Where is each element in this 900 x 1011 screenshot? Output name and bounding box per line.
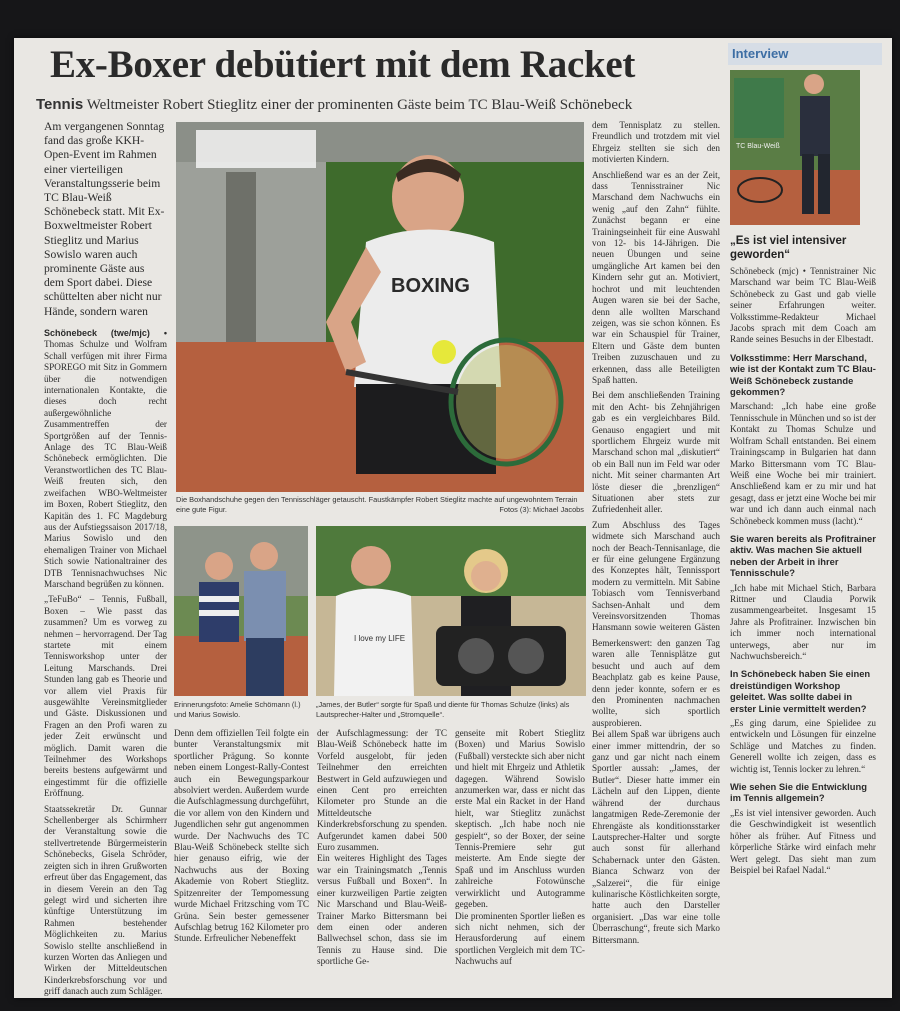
main-photo-illustration <box>176 122 584 492</box>
col3-paragraph-3: Bei dem anschließenden Training mit den Acht- bis Zehnjährigen gab es ein vergleichbares Bild. Genauso engagiert und mit sportlichem Ehrgeiz wurde mit Marschand schon mal „diskutiert“ ob ein Ball nun im Feld war oder nicht. Mit seiner charmanten Art löste dieser die „brenzligen“ Situationen aber stets zur Zufriedenheit aller. <box>592 390 720 515</box>
photo-james-butler <box>316 526 586 696</box>
photo-butler-illustration <box>316 526 586 696</box>
subheadline-kicker: Tennis <box>36 96 84 113</box>
interview-answer-4: „Es ist viel intensiver geworden. Auch die Geschwindigkeit ist wesentlich höher als früher. Auf Fitness und körperliche Stärke wird einfach mehr Wert gelegt. Das sieht man zum Beispiel bei Rafael Nadal.“ <box>730 807 876 875</box>
article-column-b2: Denn dem offiziellen Teil folgte ein bunter Veranstaltungsmix mit sportlicher Prägung. So konnte neben einem Longest-Rally-Contest auch ein Bewegungsparkour absolviert werden. Außerdem wurde die Aufschlagmessung durchgeführt, die vor allem von den Kindern und Jugendlichen sehr gut angenommen wurde. Der Nachwuchs des TC Blau-Weiß Schönebeck stellte sich hier genauso eifrig, wie der Nachwuchs aus der Boxing Akademie von Robert Stieglitz. Spitzenreiter der Tempomessung wurde Michael Fritzsching vom TC Grüna. Sein bester gemessener Aufschlag betrug 162 Kilometer pro Stunde. Erfreulicher Nebeneffekt <box>174 728 309 944</box>
photo-butler-shirt-print: I love my LIFE <box>354 634 406 643</box>
col1-paragraph-2: „TeFuBo“ – Tennis, Fußball, Boxen – Wie passt das zusammen? Um es vorweg zu nehmen – hervorragend. Der Tag startete mit einem Tennisworkshop unter der Leitung Marschands. Drei Stunden lang gab es Theorie und vor allem viel Praxis für ausgewählte Vereinsmitglieder und Gäste. Diskussionen und Fragen an den Profi waren zu jeder Zeit erwünscht und möglich. Damit waren die Teilnehmer des Workshops bereits bestens aufgewärmt und eingestimmt für die offizielle Eröffnung. <box>44 594 167 799</box>
subheadline <box>36 96 632 114</box>
article-column-1 <box>44 328 167 996</box>
newspaper-clipping <box>14 38 892 998</box>
col1-paragraph-1: Thomas Schulze und Wolfram Schall verfügen mit ihrer Firma SPOREGO mit Sitz in Gommern über die notwendigen internationalen Kontakte, die dieses doch recht außergewöhnliche Zusammentreffen der Sportgrößen auf der Tennis-Anlage des TC Blau-Weiß Schönebeck ermöglichten. Die Veranstwortlichen des TC Blau-Weiß freuten sich, den zweifachen WBO-Weltmeister im Boxen, Robert Stieglitz, den Kapitän des 1. FC Magdeburg aus der Aufstiegssaison 2017/18, Marius Sowislo und den ehemaligen Trainer von Michael Stich sowie Nationaltrainer des DTB Tennisnachwuchses Nic Marschand begrüßen zu können. <box>44 339 167 589</box>
photo-sowislo-schoemann <box>174 526 308 696</box>
main-photo-shirt-print: BOXING <box>391 275 470 297</box>
main-photo-caption <box>176 495 584 514</box>
interview-intro: Schönebeck (mjc) • Tennistrainer Nic Marschand war beim TC Blau-Weiß Schönebeck zu Gast und gab vielle seiner Erfahrungen weiter. Volksstimme-Redakteur Michael Jacobs sprach mit dem Coach am Rande seines Besuchs in der Elbestadt. <box>730 266 876 345</box>
lead-text: Am vergangenen Sonntag fand das große KKH-Open-Event im Rahmen einer vierteiligen Veranstaltungsserie beim TC Blau-Weiß Schönebeck statt. Mit Ex-Boxweltmeister Robert Stieglitz und Marius Sowislo waren auch prominente Gäste aus dem Sport dabei. Diese schüttelten aber nicht nur Hände, sondern waren <box>44 120 165 318</box>
article-column-b3: der Aufschlagmessung: der TC Blau-Weiß Schönebeck hatte im Vorfeld ausgelobt, für jeden Teilnehmer den erreichten Bestwert in Geld aufzuwiegen und einen Cent pro erreichten Kilometer pro Stunde an die Mitteldeutsche Kinderkrebsforschung zu spenden. Aufgerundet kamen dabei 500 Euro zusammen. Ein weiteres Highlight des Tages war ein Trainingsmatch „Tennis versus Fußball und Boxen“. In einer kurzweiligen Partie zeigten Nic Marschand und Blau-Weiß-Trainer Marko Bittersmann bei dem einen oder anderen Ballwechsel schon, dass sie im Tennis zu Hause sind. Die sportliche Ge- <box>317 728 447 967</box>
interview-column <box>730 266 876 996</box>
article-column-3-top <box>592 120 720 632</box>
photo-sowislo-caption: Erinnerungsfoto: Amelie Schömann (l.) und Marius Sowislo. <box>174 700 301 719</box>
photo-butler-caption: „James, der Butler“ sorgte für Spaß und diente für Thomas Schulze (links) als Lautsprecher-Halter und „Stromquelle“. <box>316 700 570 719</box>
interview-headline: „Es ist viel intensiver geworden“ <box>730 235 847 261</box>
col1-paragraph-3: Staatssekretär Dr. Gunnar Schellenberger als Schirmherr der Veranstaltung sowie die stellvertretende Bürgermeisterin Schönebecks, Gisela Schröder, zeigten sich in ihren Grußworten erfreut über das Engagement, das in diesem Verein an den Tag gelegt wird und sicherten ihre künftige Unterstützung im Rahmen bestehender Möglichkeiten zu. Marius Sowislo stellte anschließend in kurzen Worten das Anliegen und Wirken der Mitteldeutschen Kinderkrebsforschung vor und griff danach auch zum Schläger. <box>44 803 167 996</box>
interview-question-3: In Schönebeck haben Sie einen dreistündigen Workshop geleitet. Was sollte dabei in erster Linie vermittelt werden? <box>730 668 871 714</box>
article-column-3-bottom: Bemerkenswert: den ganzen Tag waren alle Tennisplätze gut besucht und auch auf dem Beachplatz gab es keine Pause, denn jeder konnte, sofern er es den Prominenten nachmachen wollte, sich sportlich ausprobieren. Bei allem Spaß war übrigens auch einer immer mittendrin, der so ganz und gar nicht nach einem Sportler aussah: „James, der Butler“. Dieser hatte immer ein Lächeln auf den Lippen, diente während der durchaus langatmigen Rede-Zeremonie der Ehrengäste als konditionsstarker Lautsprecher-Halter und sorgte auch sonst für allerhand Schabernack unter den Gästen. Bianca Schwarz von der „Salzerei“, die für einige kulinarische Köstlichkeiten sorgte, hatte auch den Darsteller organisiert. „Das war eine tolle Überraschung“, freute sich Marko Bittersmann. <box>592 638 720 945</box>
photo-credit: Fotos (3): Michael Jacobs <box>499 504 584 514</box>
main-photo-caption-text: Die Boxhandschuhe gegen den Tennisschläger getauscht. Faustkämpfer Robert Stieglitz machte auf ungewohntem Terrain eine gute Figur. <box>176 495 578 514</box>
interview-question-2: Sie waren bereits als Profitrainer aktiv. Was machen Sie aktuell neben der Arbeit in ihrer Tennisschule? <box>730 532 876 579</box>
main-photo-tennis-player <box>176 122 584 492</box>
col3-paragraph-4: Zum Abschluss des Tages widmete sich Marschand auch noch der Beach-Tennisanlage, die er für eine gelungene Ergänzung des Konzeptes hält, Tennissport modern zu vermitteln. Mit Sabine Tobiasch vom Tennisverband Sachsen-Anhalt und dem Vereinsvorsitzenden Thomas Hansmann sowie weiteren Gästen <box>592 519 720 632</box>
interview-answer-2: „Ich habe mit Michael Stich, Barbara Rittner und Claudia Porwik zusammengearbeitet. Insgesamt 15 Jahre als Profitrainer. Inzwischen bin ich immer noch international unterwegs, aber nur im Nachwuchsbereich.“ <box>730 582 876 661</box>
headline: Ex-Boxer debütiert mit dem Racket <box>50 43 636 86</box>
lead-column <box>44 120 167 320</box>
col3-paragraph-1: dem Tennisplatz zu stellen. Freundlich und trotzdem mit viel Ehrgeiz stellten sie sich den motivierten Kindern. <box>592 120 720 165</box>
photo-nic-marschand <box>730 70 860 225</box>
photo-marschand-sign: TC Blau-Weiß <box>736 143 780 150</box>
subheadline-text: Weltmeister Robert Stieglitz einer der prominenten Gäste beim TC Blau-Weiß Schönebeck <box>86 97 633 113</box>
col3-paragraph-2: Anschließend war es an der Zeit, dass Tennisstrainer Nic Marschand dem Nachwuchs ein wenig „auf den Zahn“ fühlte. Zunächst begann er eine Trainingseinheit für eine Auswahl von 12- bis 14-Jährigen. Die neuen Übungen und seine umgängliche Art kamen bei den Kindern sehr gut an. Motiviert, hochrot und mit leuchtenden Augen waren sie bei der Sache, denn alle wollten Marschand zeigen, was sie schon können. Es war ein Schauspiel für Trainer, Eltern und Gäste dem bunten Treiben zuzuschauen und zu erkennen, dass alle Beteiligten Spaß hatten. <box>592 169 720 385</box>
rubric-interview: Interview <box>728 43 882 65</box>
interview-question-4: Wie sehen Sie die Entwicklung im Tennis allgemein? <box>730 781 867 804</box>
interview-question-1: Volksstimme: Herr Marschand, wie ist der Kontakt zum TC Blau-Weiß Schönebeck zustande gekommen? <box>730 351 876 398</box>
article-column-b4: genseite mit Robert Stieglitz (Boxen) und Marius Sowislo (Fußball) versteckte sich aber nicht und hielt mit Ehrgeiz und Athletik dagegen. Während Sowislo anzumerken war, dass er nicht das erste Mal ein Racket in der Hand hielt, war Stieglitz zunächst skeptisch. „Ich habe noch nie gespielt“, so der Boxer, der seine Tennis-Premiere sehr gut meisterte. Am Ende siegte der Spaß und im Anschluss wurden zahlreiche Fotowünsche verwirklicht und Autogramme gegeben. Die prominenten Sportler ließen es sich nicht nehmen, sich der Herausforderung auf einem sportlichen Vergleich mit dem TC-Nachwuchs auf <box>455 728 585 967</box>
interview-answer-1: Marschand: „Ich habe eine große Tennisschule in München und so ist der Kontakt zu Thomas Schulze und Wolfram Schall entstanden. Bei einem Trainingscamp in Bulgarien hat dann Marko Bittersmann vom TC Blau-Weiß eine Woche bei mir trainiert. Anschließend kam er zu mir und hat gesagt, dass er jetzt eine Woche bei mir war und ich dann auch einmal nach Schönebeck kommen muss (lacht).“ <box>730 401 876 526</box>
interview-answer-3: „Es ging darum, eine Spielidee zu entwickeln und Lösungen für einzelne Schläge und Matches zu finden. Generell wollte ich zeigen, dass es wichtig ist, Tennis locker zu lehren.“ <box>730 718 876 774</box>
photo-marschand-illustration <box>730 70 860 225</box>
photo-sowislo-illustration <box>174 526 308 696</box>
dateline: Schönebeck (twe/mjc) • <box>44 328 167 338</box>
